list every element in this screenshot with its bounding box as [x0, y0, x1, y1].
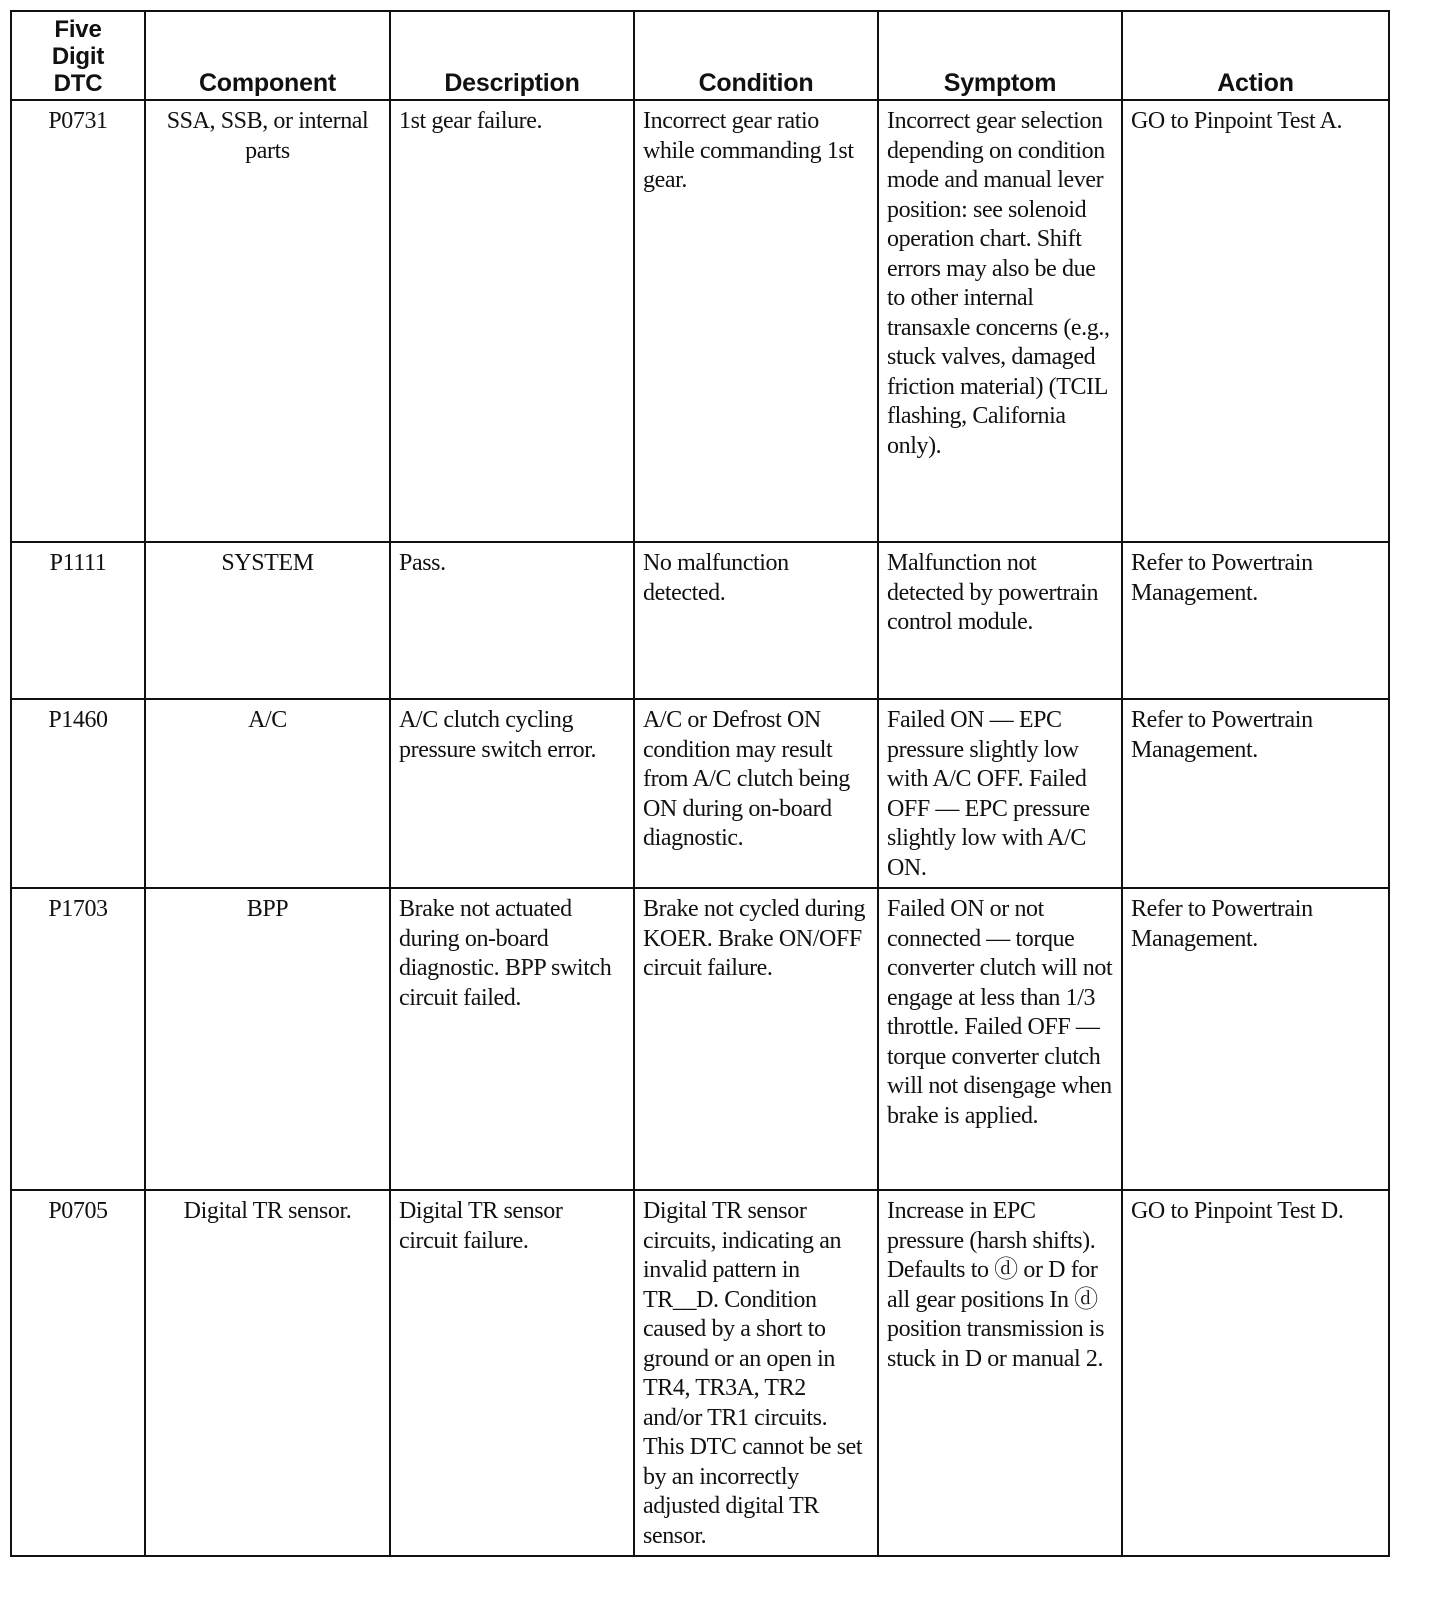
condition-cell: Digital TR sensor circuits, indicating an invalid pattern in TR__D. Condition caused by a short to ground or an open in TR4, TR3A, TR2 and/or TR1 circuits. This DTC cannot be set by an incorrectly adjusted digital TR sensor. [634, 1190, 878, 1556]
header-dtc-line2: Digit [51, 43, 105, 70]
action-cell: GO to Pinpoint Test A. [1122, 100, 1389, 542]
condition-cell: No malfunction detected. [634, 542, 878, 699]
table-row [11, 100, 1389, 542]
table-row [11, 888, 1389, 1190]
component-cell: Digital TR sensor. [145, 1190, 390, 1556]
dtc-code-cell: P1111 [11, 542, 145, 699]
table-row [11, 542, 1389, 699]
dtc-code-cell: P1460 [11, 699, 145, 888]
header-symptom: Symptom [878, 11, 1122, 100]
header-component: Component [145, 11, 390, 100]
symptom-cell: Failed ON or not connected — torque converter clutch will not engage at less than 1/3 throttle. Failed OFF — torque converter clutch will not disengage when brake is applied. [878, 888, 1122, 1190]
symptom-cell: Failed ON — EPC pressure slightly low with A/C OFF. Failed OFF — EPC pressure slightly low with A/C ON. [878, 699, 1122, 888]
table-row [11, 1190, 1389, 1556]
description-cell: 1st gear failure. [390, 100, 634, 542]
table-row [11, 699, 1389, 888]
action-cell: Refer to Powertrain Management. [1122, 699, 1389, 888]
dtc-code-cell: P0731 [11, 100, 145, 542]
dtc-code-cell: P0705 [11, 1190, 145, 1556]
component-cell: SYSTEM [145, 542, 390, 699]
header-action: Action [1122, 11, 1389, 100]
description-cell: A/C clutch cycling pressure switch error. [390, 699, 634, 888]
description-cell: Digital TR sensor circuit failure. [390, 1190, 634, 1556]
header-dtc-line1: Five [54, 16, 102, 43]
component-cell: A/C [145, 699, 390, 888]
component-cell: SSA, SSB, or internal parts [145, 100, 390, 542]
description-cell: Pass. [390, 542, 634, 699]
description-cell: Brake not actuated during on-board diagnostic. BPP switch circuit failed. [390, 888, 634, 1190]
action-cell: Refer to Powertrain Management. [1122, 542, 1389, 699]
header-row [11, 11, 1389, 100]
condition-cell: Incorrect gear ratio while commanding 1st gear. [634, 100, 878, 542]
action-cell: Refer to Powertrain Management. [1122, 888, 1389, 1190]
header-dtc-line3: DTC [53, 70, 103, 97]
dtc-code-cell: P1703 [11, 888, 145, 1190]
header-condition: Condition [634, 11, 878, 100]
symptom-cell: Malfunction not detected by powertrain control module. [878, 542, 1122, 699]
condition-cell: A/C or Defrost ON condition may result from A/C clutch being ON during on-board diagnostic. [634, 699, 878, 888]
dtc-table [10, 10, 1390, 1557]
symptom-cell: Increase in EPC pressure (harsh shifts). Defaults to ⓓ or D for all gear positions In ⓓ position transmission is stuck in D or manual 2. [878, 1190, 1122, 1556]
header-description: Description [390, 11, 634, 100]
symptom-cell: Incorrect gear selection depending on condition mode and manual lever position: see solenoid operation chart. Shift errors may also be due to other internal transaxle concerns (e.g., stuck valves, damaged friction material) (TCIL flashing, California only). [878, 100, 1122, 542]
header-dtc [11, 11, 145, 100]
condition-cell: Brake not cycled during KOER. Brake ON/OFF circuit failure. [634, 888, 878, 1190]
action-cell: GO to Pinpoint Test D. [1122, 1190, 1389, 1556]
component-cell: BPP [145, 888, 390, 1190]
dtc-table-page [10, 10, 1388, 1557]
